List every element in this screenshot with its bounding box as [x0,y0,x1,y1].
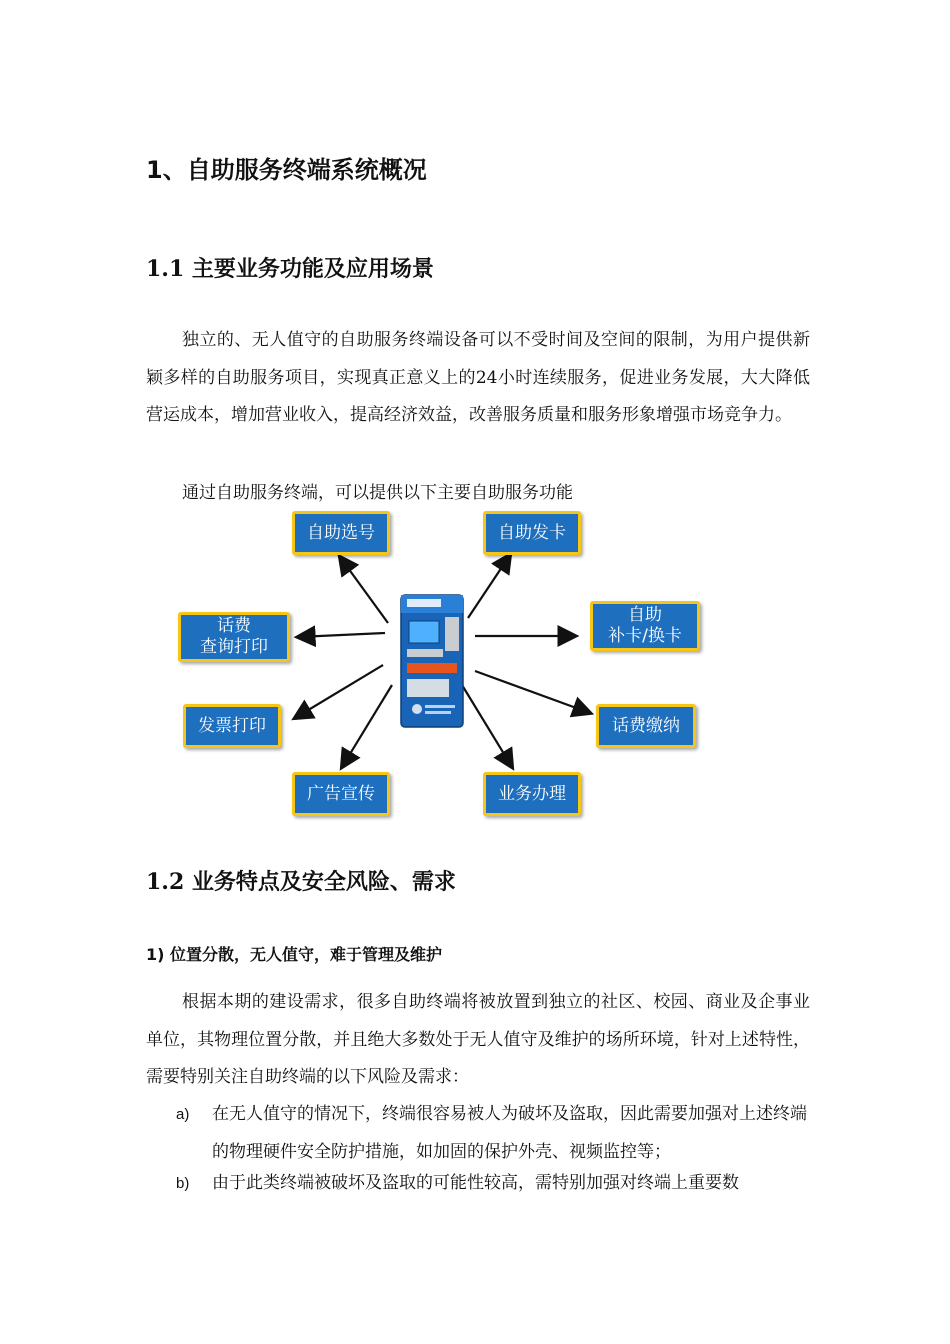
bill-query-box: 话费 查询打印 [178,612,290,662]
arrow-to-self-number [340,557,388,623]
self-card-box: 自助发卡 [483,511,581,555]
list-item-text: 由于此类终端被破坏及盗取的可能性较高，需特别加强对终端上重要数 [212,1173,739,1193]
page-title: 1、自助服务终端系统概况 [146,156,427,184]
kiosk-illustration [395,591,475,731]
arrow-to-bill-query [298,633,385,637]
section-1-1-intro-line: 通过自助服务终端，可以提供以下主要自助服务功能 [182,483,573,503]
section-1-2-heading: 1.2 业务特点及安全风险、需求 [146,869,456,895]
subsection-1-paragraph: 根据本期的建设需求，很多自助终端将被放置到独立的社区、校园、商业及企事业单位，其物理位置分散，并且绝大多数处于无人值守及维护的场所环境，针对上述特性，需要特别关注自助终端的以下风险及需求： [146,992,810,1087]
replace-card-box: 自助 补卡/换卡 [590,601,700,651]
section-1-1-paragraph: 独立的、无人值守的自助服务终端设备可以不受时间及空间的限制，为用户提供新颖多样的自助服务项目，实现真正意义上的24小时连续服务，促进业务发展，大大降低营运成本，增加营业收入，提高经济效益，改善服务质量和服务形象增强市场竞争力。 [146,330,810,425]
service-functions-diagram [170,505,730,825]
section-1-1-heading: 1.1 主要业务功能及应用场景 [146,256,434,282]
arrow-to-invoice-print [295,665,383,718]
subsection-1-heading: 1) 位置分散，无人值守，难于管理及维护 [146,945,443,964]
list-item-text: 在无人值守的情况下，终端很容易被人为破坏及盗取，因此需要加强对上述终端的物理硬件安全防护措施，如加固的保护外壳、视频监控等； [212,1104,807,1162]
business-box: 业务办理 [483,772,581,816]
bill-pay-box: 话费缴纳 [596,704,696,748]
list-marker: b) [176,1175,190,1192]
list-marker: a) [176,1106,190,1123]
invoice-print-box: 发票打印 [183,704,281,748]
advertising-box: 广告宣传 [292,772,390,816]
arrow-to-advertising [342,685,392,767]
self-number-box: 自助选号 [292,511,390,555]
arrow-to-bill-pay [475,671,590,713]
